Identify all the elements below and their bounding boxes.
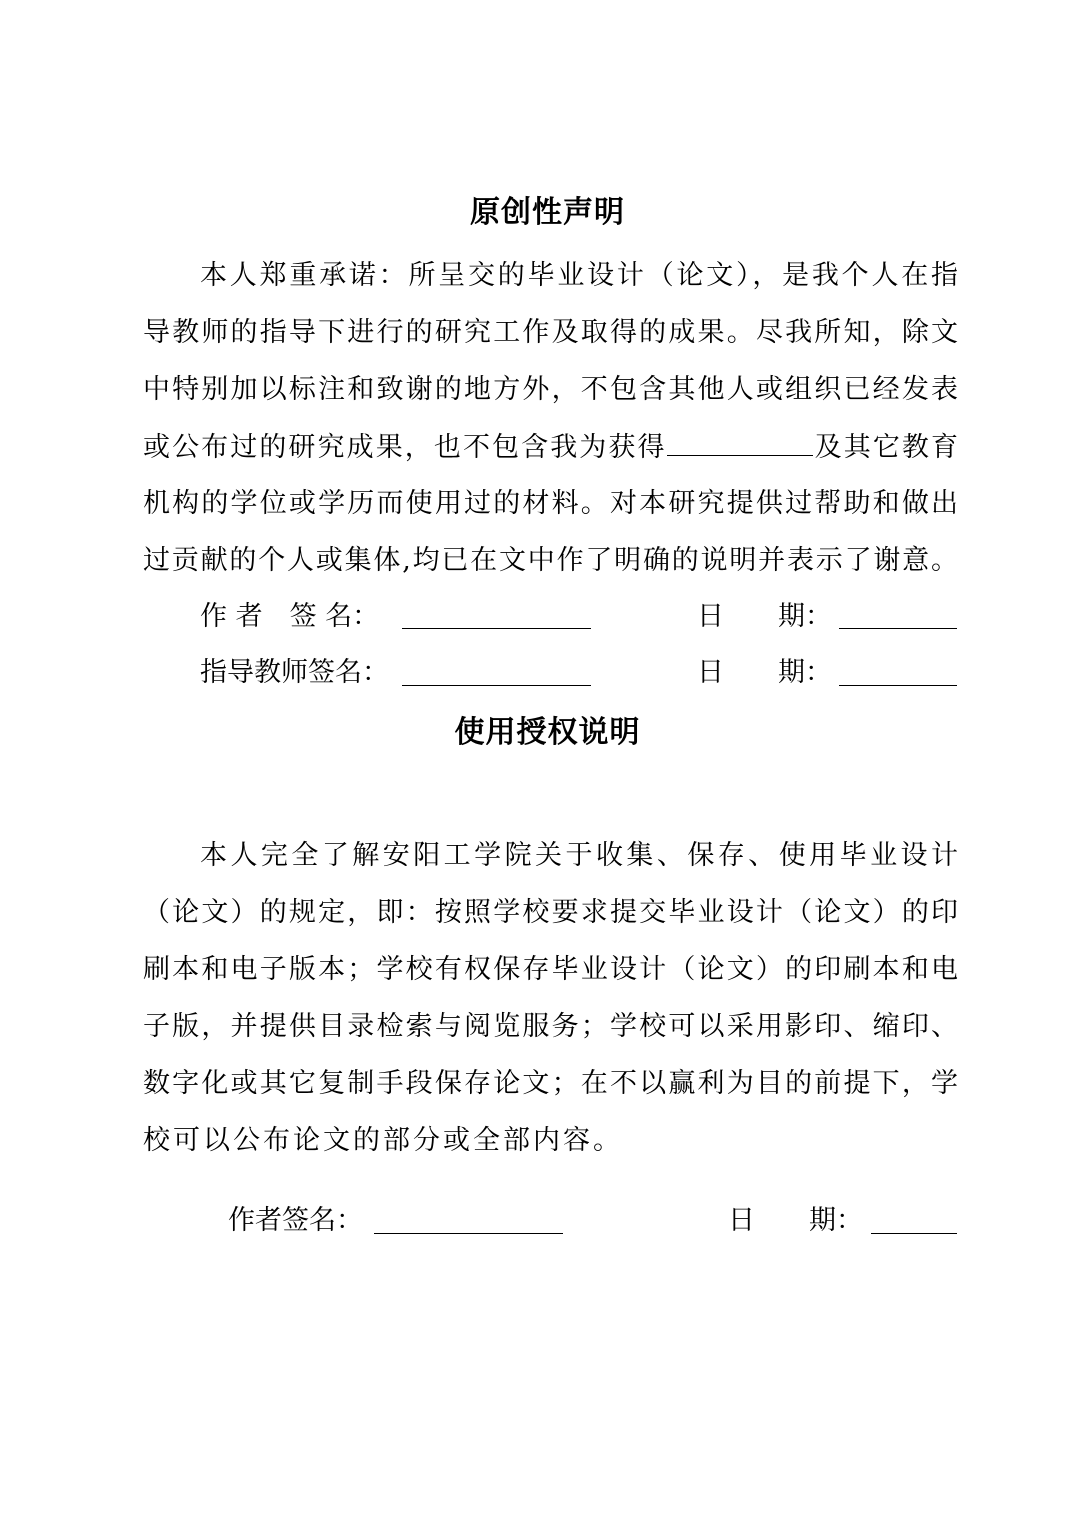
declaration-line-2: 导教师的指导下进行的研究工作及取得的成果。尽我所知，除文 [143, 317, 958, 348]
declaration-line-5: 机构的学位或学历而使用过的材料。对本研究提供过帮助和做出 [143, 488, 958, 519]
advisor-date-label: 日 期： [697, 657, 832, 688]
declaration-line-4-start: 或公布过的研究成果，也不包含我为获得 [143, 432, 667, 463]
declaration-line-4-end: 及其它教育 [812, 432, 959, 463]
authorization-line-2: （论文）的规定，即：按照学校要求提交毕业设计（论文）的印 [143, 897, 958, 928]
author-signature-label: 作 者 签 名： [200, 601, 380, 632]
degree-blank[interactable] [667, 427, 813, 456]
author-signature-field[interactable] [402, 628, 591, 629]
author-date-field[interactable] [839, 628, 957, 629]
authorization-line-5: 数字化或其它复制手段保存论文；在不以赢利为目的前提下，学 [143, 1068, 958, 1099]
authorization-line-4: 子版，并提供目录检索与阅览服务；学校可以采用影印、缩印、 [143, 1011, 958, 1042]
declaration-line-6: 过贡献的个人或集体,均已在文中作了明确的说明并表示了谢意。 [143, 545, 958, 576]
advisor-signature-field[interactable] [402, 685, 591, 686]
declaration-title: 原创性声明 [470, 195, 625, 230]
authorization-line-6: 校可以公布论文的部分或全部内容。 [143, 1125, 623, 1156]
author-date-label: 日 期： [697, 601, 832, 632]
authorization-date-label: 日 期： [728, 1205, 863, 1236]
authorization-date-field[interactable] [871, 1233, 957, 1234]
declaration-line-3: 中特别加以标注和致谢的地方外，不包含其他人或组织已经发表 [143, 374, 958, 405]
advisor-date-field[interactable] [839, 685, 957, 686]
authorization-signature-field[interactable] [374, 1233, 563, 1234]
authorization-title: 使用授权说明 [454, 715, 641, 750]
declaration-line-4 [143, 427, 958, 468]
authorization-line-1: 本人完全了解安阳工学院关于收集、保存、使用毕业设计 [200, 840, 958, 871]
authorization-line-3: 刷本和电子版本；学校有权保存毕业设计（论文）的印刷本和电 [143, 954, 958, 985]
authorization-signature-label: 作者签名： [228, 1205, 363, 1236]
declaration-line-1: 本人郑重承诺：所呈交的毕业设计（论文），是我个人在指 [200, 260, 958, 291]
advisor-signature-label: 指导教师签名： [200, 657, 389, 688]
